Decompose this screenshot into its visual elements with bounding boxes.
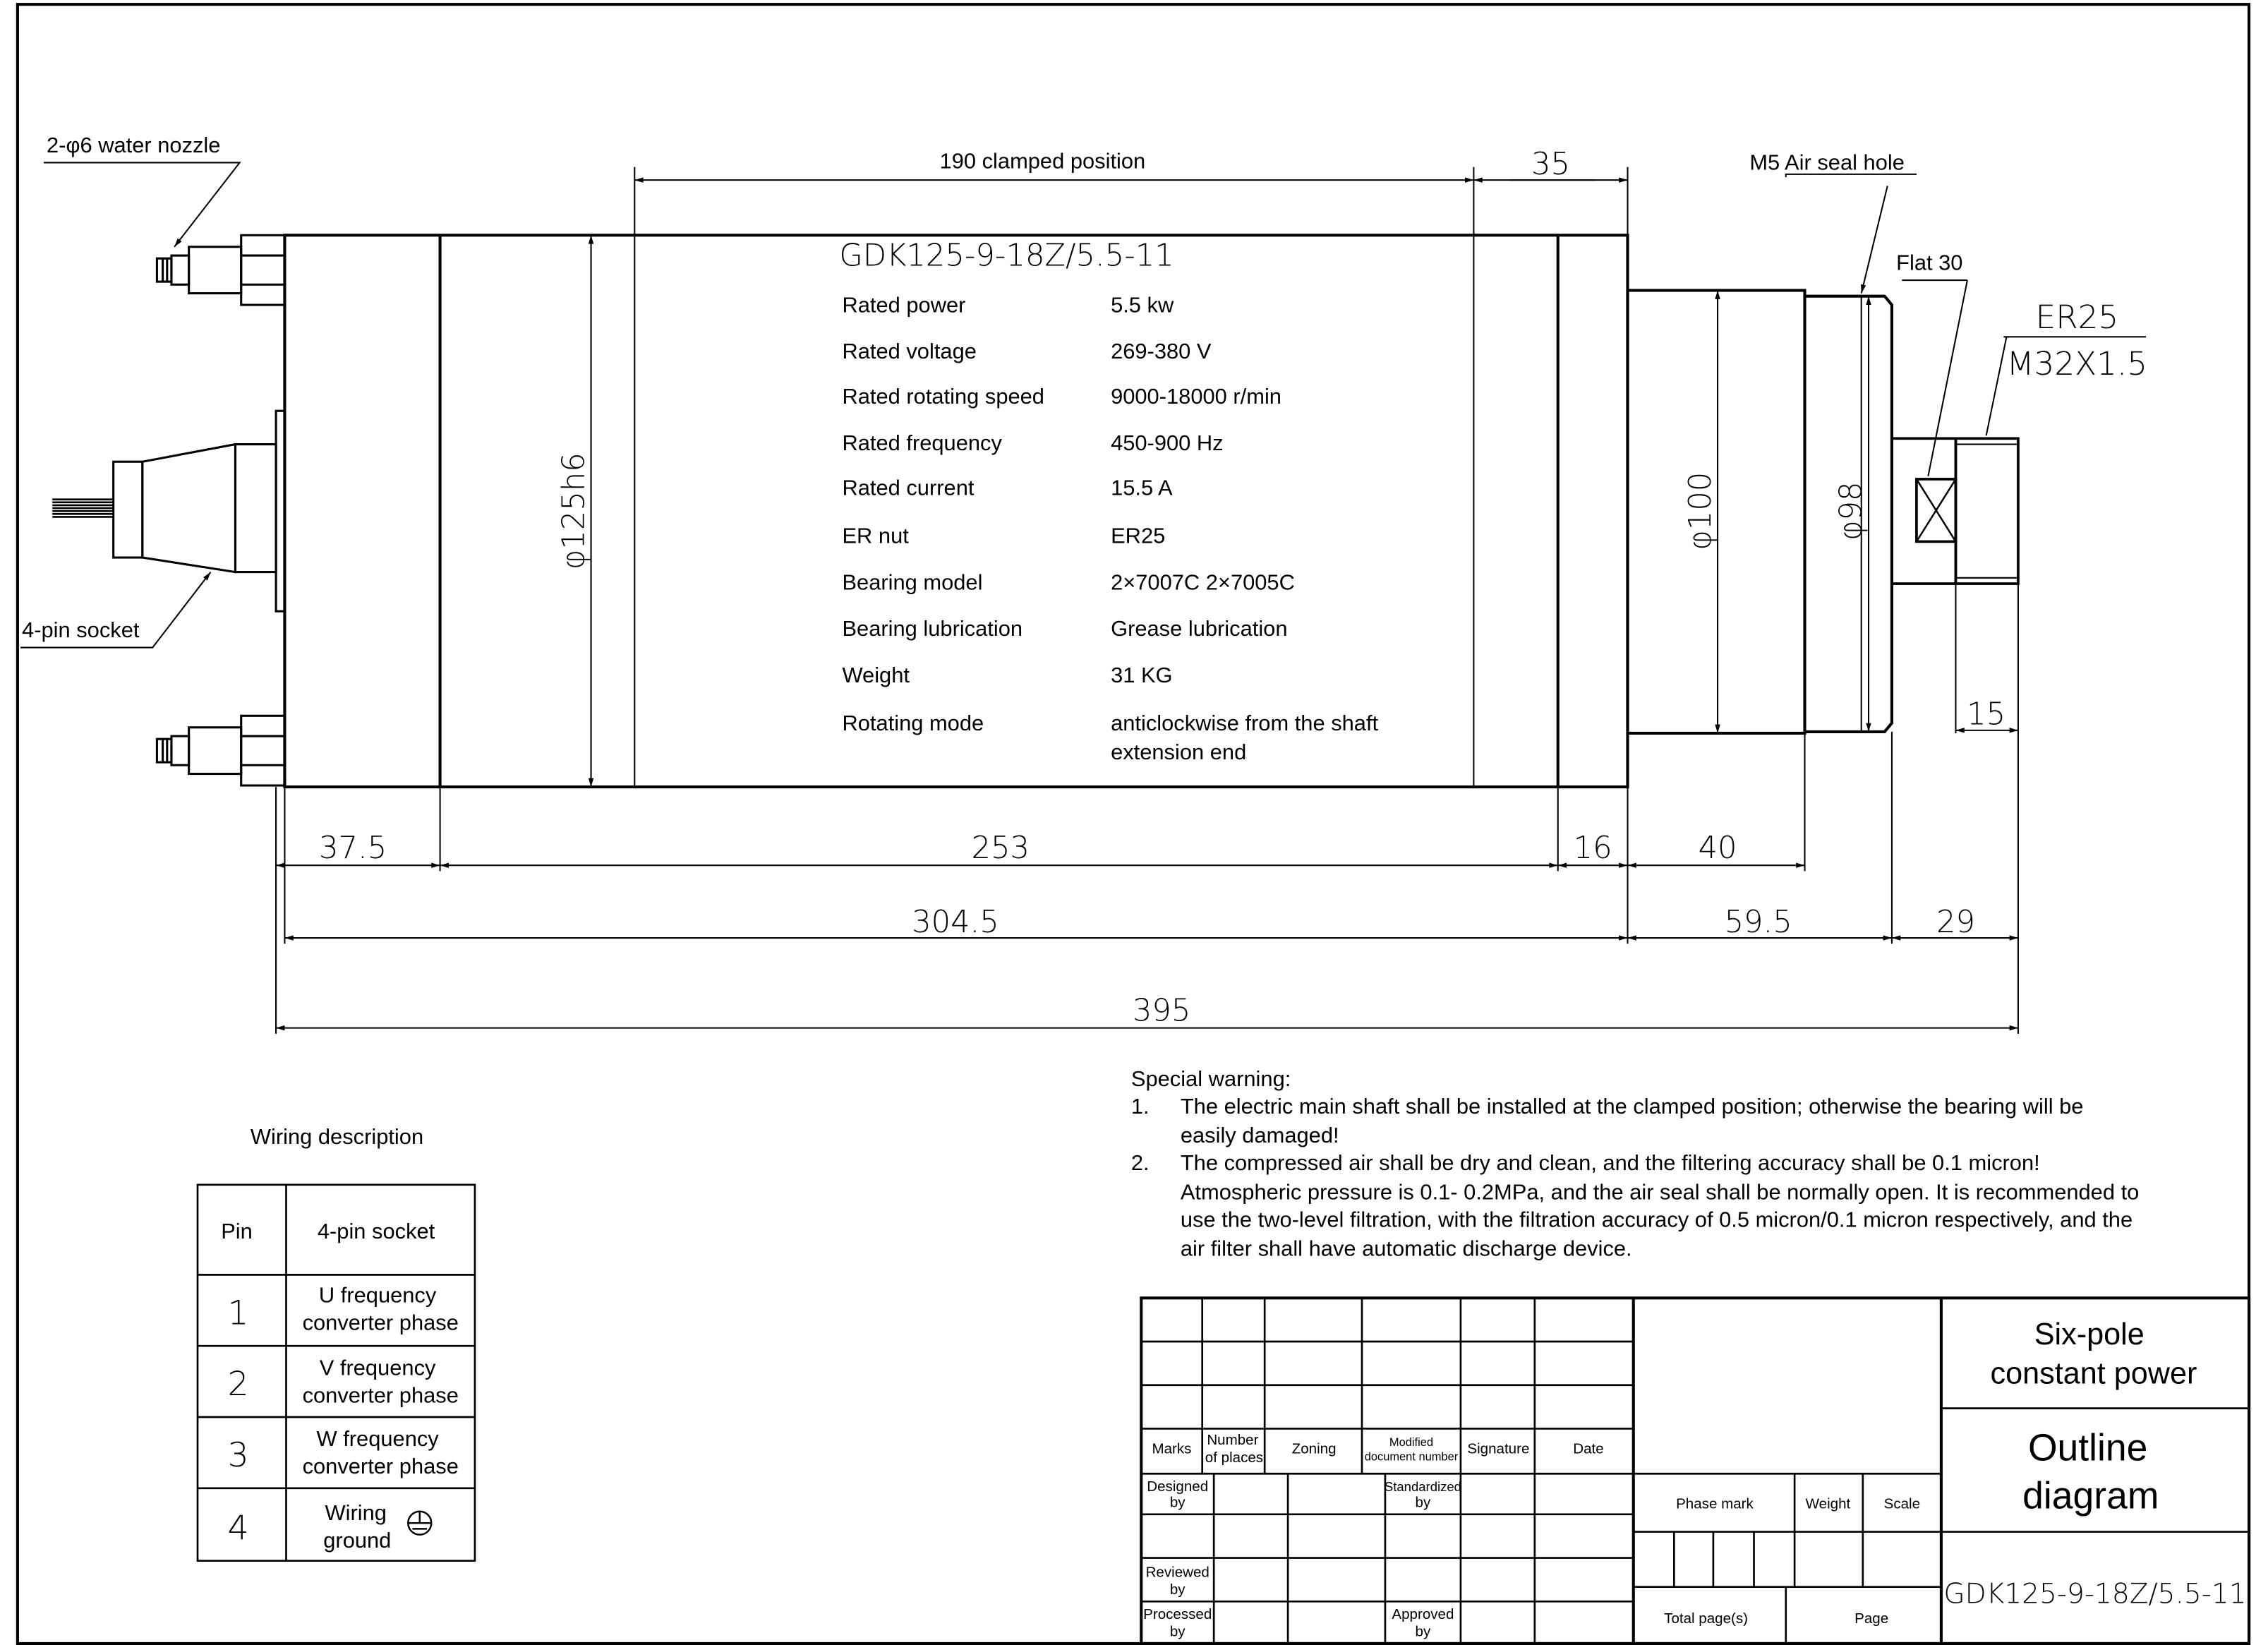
spec-value: ER25 bbox=[1111, 523, 1166, 548]
tb-name: constant power bbox=[1990, 1356, 2197, 1391]
tb-doc-type: Outline bbox=[2027, 1427, 2148, 1469]
flat-label: Flat 30 bbox=[1896, 250, 1963, 275]
special-warning bbox=[1131, 1066, 2139, 1261]
tb-number: of places bbox=[1205, 1449, 1264, 1466]
dim-dia-body: φ125h6 bbox=[556, 452, 592, 570]
tb-designed: by bbox=[1169, 1494, 1186, 1511]
spec-value: Grease lubrication bbox=[1111, 616, 1288, 641]
tb-designed: Designed bbox=[1147, 1478, 1209, 1495]
warning-num: 2. bbox=[1130, 1150, 1150, 1176]
dim-59-5: 59.5 bbox=[1724, 904, 1792, 940]
ground-icon bbox=[408, 1512, 431, 1535]
spec-value: extension end bbox=[1111, 740, 1247, 765]
tb-zoning: Zoning bbox=[1291, 1440, 1337, 1457]
tb-reviewed: by bbox=[1169, 1581, 1186, 1598]
spec-value: 2×7007C 2×7005C bbox=[1111, 570, 1295, 595]
nut-label: ER25 bbox=[2035, 298, 2119, 336]
warning-line: use the two-level filtration, with the filtration accuracy of 0.5 micron/0.1 micron respectively, and the bbox=[1180, 1207, 2133, 1232]
tb-doc-type: diagram bbox=[2022, 1475, 2159, 1517]
spec-value: 9000-18000 r/min bbox=[1111, 383, 1281, 409]
spec-label: Bearing model bbox=[842, 570, 983, 595]
tb-code: GDK125-9-18Z/5.5-11 bbox=[1943, 1578, 2247, 1610]
warning-line: The compressed air shall be dry and clean, and the filtering accuracy shall be 0.1 micron! bbox=[1180, 1150, 2040, 1176]
dim-29: 29 bbox=[1936, 904, 1975, 940]
wiring-pin: 4 bbox=[227, 1508, 249, 1548]
wiring-desc: converter phase bbox=[302, 1310, 459, 1335]
spec-label: Rated current bbox=[842, 475, 975, 500]
tb-standardized: Standardized bbox=[1384, 1478, 1461, 1494]
water-nozzle-bottom bbox=[157, 716, 284, 785]
spec-label: Weight bbox=[842, 662, 910, 687]
dim-395: 395 bbox=[1132, 993, 1191, 1029]
tb-scale: Scale bbox=[1883, 1495, 1921, 1512]
dim-dia-98: φ98 bbox=[1833, 481, 1869, 541]
tb-page: Page bbox=[1854, 1610, 1889, 1627]
spec-value: 5.5 kw bbox=[1111, 292, 1174, 318]
spec-label: Rotating mode bbox=[842, 710, 984, 735]
warning-num: 1. bbox=[1130, 1094, 1150, 1119]
spec-value: 15.5 A bbox=[1111, 475, 1173, 500]
spec-value: 31 KG bbox=[1111, 662, 1173, 687]
tb-phase-mark: Phase mark bbox=[1676, 1495, 1754, 1512]
wiring-pin: 2 bbox=[227, 1365, 249, 1404]
tb-modified: Modified bbox=[1389, 1436, 1434, 1450]
thread-label: M32X1.5 bbox=[2006, 344, 2148, 382]
water-nozzle-label: 2-φ6 water nozzle bbox=[47, 133, 221, 158]
tb-approved: Approved bbox=[1392, 1605, 1454, 1622]
spec-table bbox=[842, 292, 1378, 764]
wiring-table bbox=[198, 1124, 475, 1560]
spec-label: Bearing lubrication bbox=[842, 616, 1023, 641]
wiring-pin: 1 bbox=[227, 1294, 249, 1333]
tb-number: Number bbox=[1207, 1432, 1259, 1449]
wiring-desc: W frequency bbox=[316, 1426, 439, 1452]
dim-dia-100: φ100 bbox=[1682, 471, 1718, 550]
wiring-desc: V frequency bbox=[319, 1355, 436, 1380]
spec-label: Rated rotating speed bbox=[842, 383, 1044, 409]
socket-cable bbox=[52, 445, 276, 572]
tb-marks: Marks bbox=[1152, 1440, 1192, 1457]
wiring-header-pin: Pin bbox=[221, 1218, 253, 1243]
spec-value: 269-380 V bbox=[1111, 339, 1212, 364]
tb-name: Six-pole bbox=[2034, 1318, 2145, 1352]
wiring-pin: 3 bbox=[227, 1435, 249, 1475]
tb-approved: by bbox=[1415, 1623, 1431, 1640]
wiring-title: Wiring description bbox=[250, 1124, 424, 1150]
wiring-header-socket: 4-pin socket bbox=[317, 1218, 435, 1243]
wiring-desc: Wiring bbox=[325, 1500, 387, 1526]
tb-total-pages: Total page(s) bbox=[1664, 1610, 1749, 1627]
dim-253: 253 bbox=[971, 830, 1030, 866]
spec-label: Rated power bbox=[842, 292, 966, 318]
tb-reviewed: Reviewed bbox=[1145, 1564, 1210, 1581]
warning-line: air filter shall have automatic discharge device. bbox=[1180, 1236, 1632, 1261]
shaft-end bbox=[1892, 438, 2018, 584]
dim-clamped: 190 clamped position bbox=[939, 148, 1146, 174]
air-seal-label: M5 Air seal hole bbox=[1749, 150, 1905, 175]
spec-value: 450-900 Hz bbox=[1111, 430, 1224, 455]
warning-line: The electric main shaft shall be installed at the clamped position; otherwise the bearing will be bbox=[1180, 1094, 2084, 1119]
dim-37-5: 37.5 bbox=[319, 830, 387, 866]
spec-label: Rated frequency bbox=[842, 430, 1002, 455]
model-label: GDK125-9-18Z/5.5-11 bbox=[839, 238, 1174, 274]
spec-label: ER nut bbox=[842, 523, 909, 548]
spec-value: anticlockwise from the shaft bbox=[1111, 710, 1379, 735]
tb-date: Date bbox=[1573, 1440, 1604, 1457]
tb-signature: Signature bbox=[1467, 1440, 1530, 1457]
tb-processed: Processed bbox=[1143, 1605, 1212, 1622]
dim-16: 16 bbox=[1573, 830, 1612, 866]
warning-line: easily damaged! bbox=[1180, 1123, 1339, 1148]
dim-40: 40 bbox=[1698, 830, 1737, 866]
warning-line: Atmospheric pressure is 0.1- 0.2MPa, and the air seal shall be normally open. It is recommended to bbox=[1180, 1179, 2140, 1205]
socket-label: 4-pin socket bbox=[22, 617, 140, 643]
wiring-desc: converter phase bbox=[302, 1382, 459, 1408]
title-block bbox=[1141, 1298, 2249, 1644]
tb-processed: by bbox=[1169, 1623, 1186, 1640]
wiring-desc: converter phase bbox=[302, 1454, 459, 1479]
tb-weight: Weight bbox=[1805, 1495, 1851, 1512]
spindle-body bbox=[284, 235, 1627, 787]
wiring-desc: ground bbox=[323, 1528, 392, 1553]
dim-304-5: 304.5 bbox=[912, 904, 999, 940]
spec-label: Rated voltage bbox=[842, 339, 977, 364]
wiring-desc: U frequency bbox=[318, 1282, 437, 1308]
warning-title: Special warning: bbox=[1130, 1066, 1291, 1091]
tb-standardized: by bbox=[1415, 1494, 1431, 1511]
tb-modified: document number bbox=[1364, 1450, 1459, 1464]
dim-35: 35 bbox=[1531, 146, 1570, 182]
dim-15: 15 bbox=[1967, 697, 2006, 733]
